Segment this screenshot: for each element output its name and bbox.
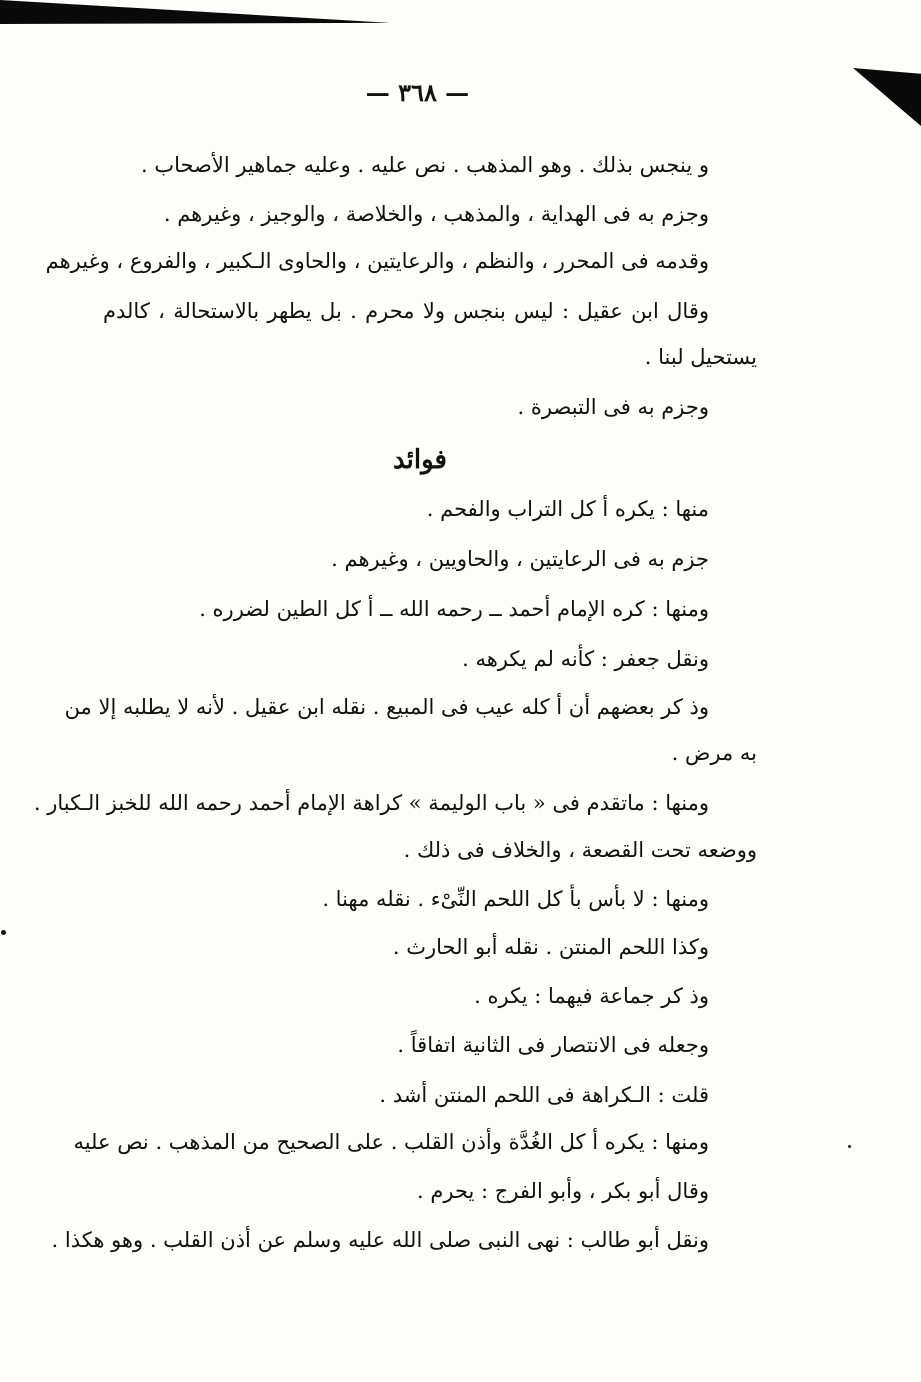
text-line: يستحيل لبنا . [644, 345, 757, 369]
text-line: ونقل جعفر : كأنه لم يكرهه . [462, 647, 709, 671]
text-line: وقال ابن عقيل : ليس بنجس ولا محرم . بل يطهر بالاستحالة ، كالدم [103, 299, 709, 323]
text-line: وذ كر جماعة فيهما : يكره . [474, 984, 709, 1008]
scan-corner-mark-top [0, 0, 390, 24]
text-line: وجزم به فى الهداية ، والمذهب ، والخلاصة ، والوجيز ، وغيرهم . [163, 202, 709, 226]
text-line: وقدمه فى المحرر ، والنظم ، والرعايتين ، والحاوى الـكبير ، والفروع ، وغيرهم [45, 249, 709, 273]
text-line: وجزم به فى التبصرة . [517, 395, 709, 419]
scan-speck [848, 1145, 851, 1148]
text-line: به مرض . [671, 741, 757, 765]
text-line: جزم به فى الرعايتين ، والحاويين ، وغيرهم . [331, 547, 709, 571]
text-line: ونقل أبو طالب : نهى النبى صلى الله عليه وسلم عن أذن القلب . وهو هكذا . [51, 1228, 709, 1252]
text-line: ومنها : يكره أ كل الغُدَّة وأذن القلب . على الصحيح من المذهب . نص عليه [73, 1130, 709, 1154]
text-line: منها : يكره أ كل التراب والفحم . [426, 497, 709, 521]
page-number: — ٣٦٨ — [365, 78, 470, 107]
text-line: ومنها : كره الإمام أحمد ــ رحمه الله ــ أ كل الطين لضرره . [199, 597, 709, 621]
text-line: ومنها : ماتقدم فى « باب الوليمة » كراهة الإمام أحمد رحمه الله للخبز الـكبار . [33, 791, 709, 815]
scan-speck [1, 930, 6, 935]
text-line: وذ كر بعضهم أن أ كله عيب فى المبيع . نقله ابن عقيل . لأنه لا يطلبه إلا من [64, 695, 709, 719]
text-line: وقال أبو بكر ، وأبو الفرج : يحرم . [417, 1179, 709, 1203]
scan-corner-mark-right [853, 68, 921, 126]
text-line: و ينجس بذلك . وهو المذهب . نص عليه . وعليه جماهير الأصحاب . [140, 153, 709, 177]
text-line: ووضعه تحت القصعة ، والخلاف فى ذلك . [403, 838, 757, 862]
text-line: وجعله فى الانتصار فى الثانية اتفاقاً . [397, 1033, 709, 1057]
text-line: ومنها : لا بأس بأ كل اللحم النِّىْء . نقله مهنا . [322, 887, 709, 911]
text-line: قلت : الـكراهة فى اللحم المنتن أشد . [379, 1083, 709, 1107]
text-line: وكذا اللحم المنتن . نقله أبو الحارث . [392, 935, 709, 959]
section-heading: فوائد [393, 445, 447, 475]
